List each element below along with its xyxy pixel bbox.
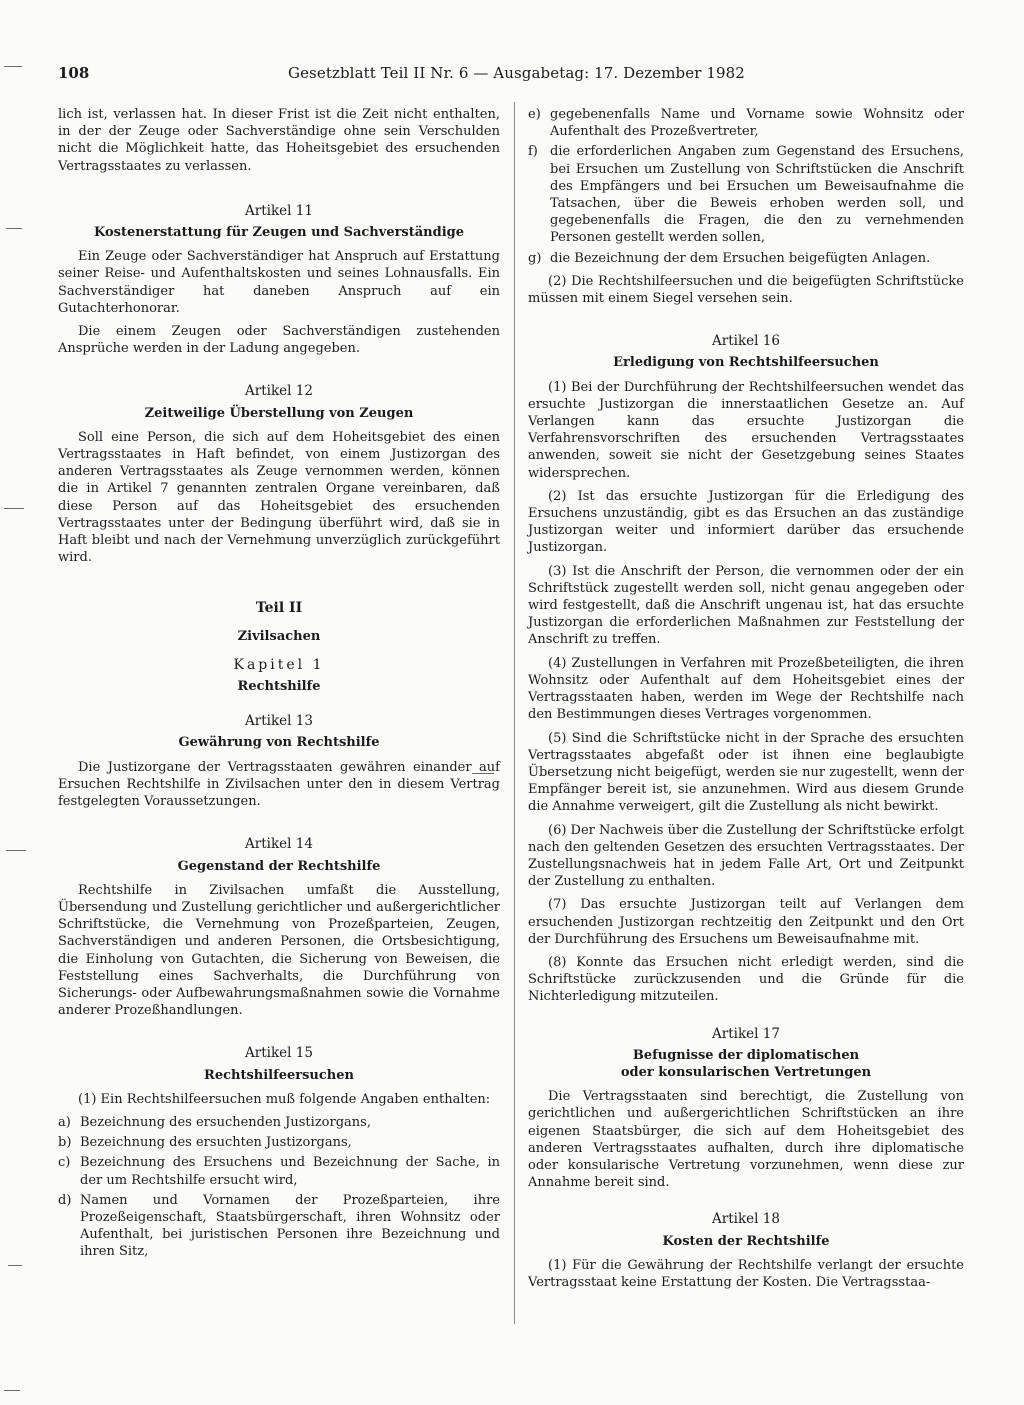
- page-header: [58, 64, 964, 92]
- margin-mark: [4, 1390, 20, 1391]
- article-13-para-1: Die Justizorgane der Vertragsstaaten gewähren einander auf Ersuchen Rechtshilfe in Zivilsachen unter den in diesem Vertrag festgelegten Voraussetzungen.: [58, 759, 500, 810]
- article-12-para-1: Soll eine Person, die sich auf dem Hoheitsgebiet des einen Vertragsstaates in Haft befindet, von einem Justizorgan des anderen Vertragsstaates als Zeuge vernommen werden, können die in Artikel 7 genannten zentralen Organe vereinbaren, daß diese Person auf das Hoheitsgebiet des ersuchenden Vertragsstaates unter der Bedingung überführt wird, daß sie in Haft bleibt und nach der Vernehmung unverzüglich zurückgeführt wird.: [58, 429, 500, 566]
- margin-mark: [6, 850, 26, 851]
- article-15-intro: (1) Ein Rechtshilfeersuchen muß folgende Angaben enthalten:: [78, 1091, 491, 1107]
- article-13-number: Artikel 13: [245, 713, 313, 730]
- list-item: [58, 1192, 500, 1261]
- article-17-title-line-1: Befugnisse der diplomatischen: [632, 1047, 860, 1063]
- article-16-number: Artikel 16: [712, 333, 780, 350]
- margin-mark: [6, 228, 22, 229]
- part-title: Zivilsachen: [237, 628, 321, 644]
- article-15-para-2: (2) Die Rechtshilfeersuchen und die beigefügten Schriftstücke müssen mit einem Siegel versehen sein.: [528, 273, 964, 307]
- article-11-para-2: Die einem Zeugen oder Sachverständigen zustehenden Ansprüche werden in der Ladung angegeben.: [58, 324, 500, 357]
- article-18-number: Artikel 18: [712, 1211, 780, 1228]
- article-18-para-1: (1) Für die Gewährung der Rechtshilfe verlangt der ersuchte Vertragsstaat keine Erstattung der Kosten. Die Vertragsstaa-: [528, 1257, 964, 1290]
- chapter-title: Rechtshilfe: [237, 679, 321, 695]
- column-divider: [514, 102, 515, 1324]
- article-18-title: Kosten der Rechtshilfe: [662, 1233, 830, 1249]
- article-12-number: Artikel 12: [245, 383, 313, 400]
- list-marker: e): [528, 107, 541, 122]
- list-item: [58, 1134, 500, 1151]
- article-16-para-2: (2) Ist das ersuchte Justizorgan für die Erledigung des Ersuchens unzuständig, gibt es das Ersuchen an das zuständige Justizorgan weiter und informiert darüber das ersuchende Justizorgan.: [528, 488, 964, 556]
- list-item: [528, 106, 964, 140]
- margin-mark: [4, 66, 22, 67]
- article-16-para-6: (6) Der Nachweis über die Zustellung der Schriftstücke erfolgt nach den geltenden Gesetzen des ersuchten Vertragsstaates. Der Zustellungsnachweis hat in jedem Falle Art, Ort und Zeitpunkt der Zustellung zu enthalten.: [528, 822, 964, 890]
- list-item: [528, 250, 964, 267]
- article-14-title: Gegenstand der Rechtshilfe: [177, 858, 381, 874]
- article-11-title: Kostenerstattung für Zeugen und Sachverständige: [93, 225, 465, 241]
- article-16-para-5: (5) Sind die Schriftstücke nicht in der Sprache des ersuchten Vertragsstaates abgefaßt oder ist ihnen eine beglaubigte Übersetzung nicht beigefügt, werden sie nur zugestellt, wenn der Empfänger bereit ist, sie anzunehmen. Wird aus diesem Grunde die Annahme verweigert, gilt die Zustellung als nicht bewirkt.: [528, 730, 964, 815]
- list-item: [58, 1114, 500, 1131]
- article-11-number: Artikel 11: [245, 202, 313, 219]
- list-marker: f): [528, 144, 538, 160]
- article-17-number: Artikel 17: [712, 1025, 780, 1042]
- list-item-text: Bezeichnung des Ersuchens und Bezeichnung der Sache, in der um Rechtshilfe ersucht wird,: [80, 1155, 500, 1188]
- article-16-para-8: (8) Konnte das Ersuchen nicht erledigt werden, sind die Schriftstücke zurückzusenden und die Gründe für die Nichterledigung mitzuteilen.: [528, 954, 964, 1005]
- article-14-number: Artikel 14: [245, 836, 313, 853]
- list-item: [58, 1154, 500, 1188]
- running-head: Gesetzblatt Teil II Nr. 6 — Ausgabetag: 17. Dezember 1982: [288, 64, 745, 82]
- list-item-text: Bezeichnung des ersuchten Justizorgans,: [80, 1135, 352, 1151]
- list-item-text: die Bezeichnung der dem Ersuchen beigefügten Anlagen.: [550, 250, 931, 266]
- intro-paragraph: lich ist, verlassen hat. In dieser Frist ist die Zeit nicht enthalten, in der der Zeuge oder Sachverständige ohne sein Verschulden nicht die Möglichkeit hatte, das Hoheitsgebiet des ersuchenden Vertragsstaates zu verlassen.: [58, 107, 500, 174]
- article-12-title: Zeitweilige Überstellung von Zeugen: [144, 405, 414, 421]
- list-marker: b): [58, 1135, 72, 1151]
- article-16-para-1: (1) Bei der Durchführung der Rechtshilfeersuchen wendet das ersuchte Justizorgan die innerstaatlichen Gesetze an. Auf Verlangen kann das ersuchte Justizorgan die Verfahrensvorschriften des ersuchenden Vertragsstaates anwenden, soweit sie nicht der Gesetzgebung seines Staates widersprechen.: [528, 379, 964, 481]
- list-marker: a): [58, 1114, 71, 1130]
- list-marker: d): [58, 1192, 72, 1208]
- article-15-list-continued: [528, 106, 964, 267]
- article-15-number: Artikel 15: [245, 1045, 313, 1062]
- list-item: [528, 143, 964, 246]
- list-item-text: die erforderlichen Angaben zum Gegenstand des Ersuchens, bei Ersuchen um Zustellung von Schriftstücken die Anschrift des Empfängers und bei Ersuchen um Beweisaufnahme die Tatsachen, über die Beweis erhoben werden soll, und gegebenenfalls die Fragen, die den zu vernehmenden Personen gestellt werden sollen,: [550, 144, 964, 246]
- right-column: [528, 106, 964, 1297]
- part-heading: Teil II: [255, 600, 303, 617]
- list-item-text: Namen und Vornamen der Prozeßparteien, ihre Prozeßeigenschaft, Staatsbürgerschaft, ihren Wohnsitz oder Aufenthalt, bei juristischen Personen ihre Bezeichnung und ihren Sitz,: [80, 1192, 500, 1260]
- article-17-title-line-2: oder konsularischen Vertretungen: [620, 1064, 872, 1080]
- article-11-para-1: Ein Zeuge oder Sachverständiger hat Anspruch auf Erstattung seiner Reise- und Aufenthaltskosten und seines Lohnausfalls. Ein Sachverständiger hat daneben Anspruch auf ein Gutachterhonorar.: [58, 249, 500, 316]
- margin-mark: [8, 1265, 22, 1266]
- list-marker: c): [58, 1155, 71, 1171]
- article-16-para-7: (7) Das ersuchte Justizorgan teilt auf Verlangen dem ersuchenden Justizorgan rechtzeitig den Zeitpunkt und den Ort der Durchführung des Ersuchens um Beweisaufnahme mit.: [528, 897, 964, 947]
- list-item-text: gegebenenfalls Name und Vorname sowie Wohnsitz oder Aufenthalt des Prozeßvertreter,: [550, 107, 964, 140]
- article-16-para-4: (4) Zustellungen in Verfahren mit Prozeßbeteiligten, die ihren Wohnsitz oder Aufenthalt auf dem Hoheitsgebiet eines der Vertragsstaaten haben, werden im Wege der Rechtshilfe nach den Bestimmungen dieses Vertrages vorgenommen.: [528, 655, 964, 723]
- list-marker: g): [528, 250, 542, 266]
- article-16-para-3: (3) Ist die Anschrift der Person, die vernommen oder der ein Schriftstück zugestellt werden soll, nicht genau angegeben oder wird festgestellt, daß die Anschrift ungenau ist, hat das ersuchte Justizorgan die erforderlichen Maßnahmen zur Feststellung der Anschrift zu treffen.: [528, 563, 964, 648]
- article-16-title: Erledigung von Rechtshilfeersuchen: [613, 355, 879, 371]
- list-item-text: Bezeichnung des ersuchenden Justizorgans,: [80, 1114, 371, 1130]
- page-number: 108: [58, 64, 90, 82]
- margin-mark: [4, 508, 24, 509]
- article-13-title: Gewährung von Rechtshilfe: [178, 735, 380, 751]
- article-15-title: Rechtshilfeersuchen: [204, 1067, 354, 1083]
- article-17-para-1: Die Vertragsstaaten sind berechtigt, die Zustellung von gerichtlichen und außergerichtlichen Schriftstücken an ihre eigenen Staatsbürger, die sich auf dem Hoheitsgebiet des anderen Vertragsstaates aufhalten, durch ihre diplomatische oder konsularische Vertretung vorzunehmen, wenn diese zur Annahme bereit sind.: [528, 1089, 964, 1191]
- chapter-heading: Kapitel 1: [233, 656, 325, 673]
- left-column: [58, 106, 500, 1267]
- article-14-para-1: Rechtshilfe in Zivilsachen umfaßt die Ausstellung, Übersendung und Zustellung gerichtlicher und außergerichtlicher Schriftstücke, die Vernehmung von Prozeßparteien, Zeugen, Sachverständigen und anderen Personen, die Ortsbesichtigung, die Einholung von Gutachten, die Sicherung von Beweisen, die Feststellung eines Sachverhalts, die Durchführung von Sicherungs- oder Aufbewahrungsmaßnahmen sowie die Vornahme anderer Prozeßhandlungen.: [58, 882, 500, 1019]
- article-15-list: [58, 1114, 500, 1261]
